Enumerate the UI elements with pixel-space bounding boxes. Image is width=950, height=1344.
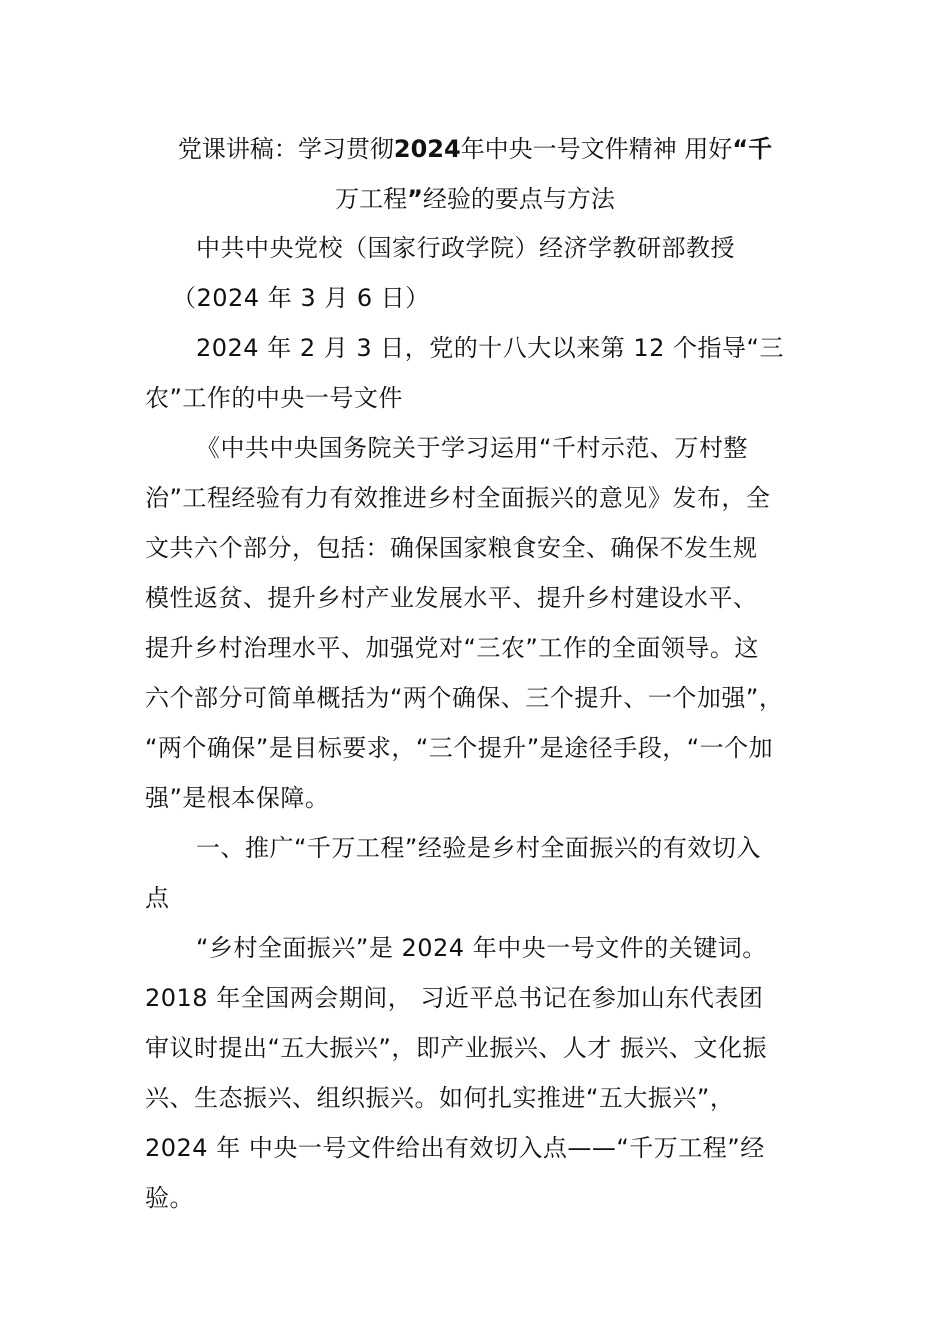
paragraph-2-line-7: “两个确保”是目标要求，“三个提升”是途径手段，“一个加: [145, 734, 774, 762]
paragraph-4-line-4: 兴、生态振兴、组织振兴。如何扎实推进“五大振兴”，: [145, 1084, 735, 1112]
paragraph-2-line-6: 六个部分可简单概括为“两个确保、三个提升、一个加强”，: [145, 684, 784, 712]
paragraph-2-line-5: 提升乡村治理水平、加强党对“三农”工作的全面领导。这: [145, 634, 759, 662]
title-quote-bold: “千: [732, 135, 773, 163]
paragraph-4-line-5: 2024 年 中央一号文件给出有效切入点——“千万工程”经: [145, 1134, 765, 1162]
author-line: 中共中央党校（国家行政学院）经济学教研部教授: [196, 234, 735, 262]
paragraph-1-line-1: 2024 年 2 月 3 日，党的十八大以来第 12 个指导“三: [196, 334, 784, 362]
paragraph-1-line-2: 农”工作的中央一号文件: [145, 384, 403, 412]
title-text-segment: 经验的要点与方法: [422, 185, 615, 213]
document-title-line-1: [120, 134, 830, 164]
paragraph-4-line-2: 2018 年全国两会期间， 习近平总书记在参加山东代表团: [145, 984, 764, 1012]
paragraph-4-line-3: 审议时提出“五大振兴”，即产业振兴、人才 振兴、文化振: [145, 1034, 767, 1062]
section-heading-1-line-1: 一、推广“千万工程”经验是乡村全面振兴的有效切入: [196, 834, 761, 862]
paragraph-2-line-1: 《中共中央国务院关于学习运用“千村示范、万村整: [196, 434, 748, 462]
section-heading-1-line-2: 点: [145, 884, 170, 912]
title-quote-bold: ”: [407, 185, 423, 213]
title-text-segment: 党课讲稿：学习贯彻: [177, 135, 394, 163]
paragraph-2-line-3: 文共六个部分，包括：确保国家粮食安全、确保不发生规: [145, 534, 758, 562]
paragraph-2-line-2: 治”工程经验有力有效推进乡村全面振兴的意见》发布，全: [145, 484, 771, 512]
paragraph-4-line-1: “乡村全面振兴”是 2024 年中央一号文件的关键词。: [196, 934, 767, 962]
date-line: （2024 年 3 月 6 日）: [172, 284, 430, 312]
document-title-line-2: [120, 184, 830, 214]
title-text-segment: 万工程: [335, 185, 408, 213]
title-text-segment: 年中央一号文件精神 用好: [460, 135, 733, 163]
paragraph-4-line-6: 验。: [145, 1184, 194, 1212]
paragraph-2-line-4: 模性返贫、提升乡村产业发展水平、提升乡村建设水平、: [145, 584, 758, 612]
title-year-bold: 2024: [393, 135, 461, 163]
paragraph-2-line-8: 强”是根本保障。: [145, 784, 330, 812]
